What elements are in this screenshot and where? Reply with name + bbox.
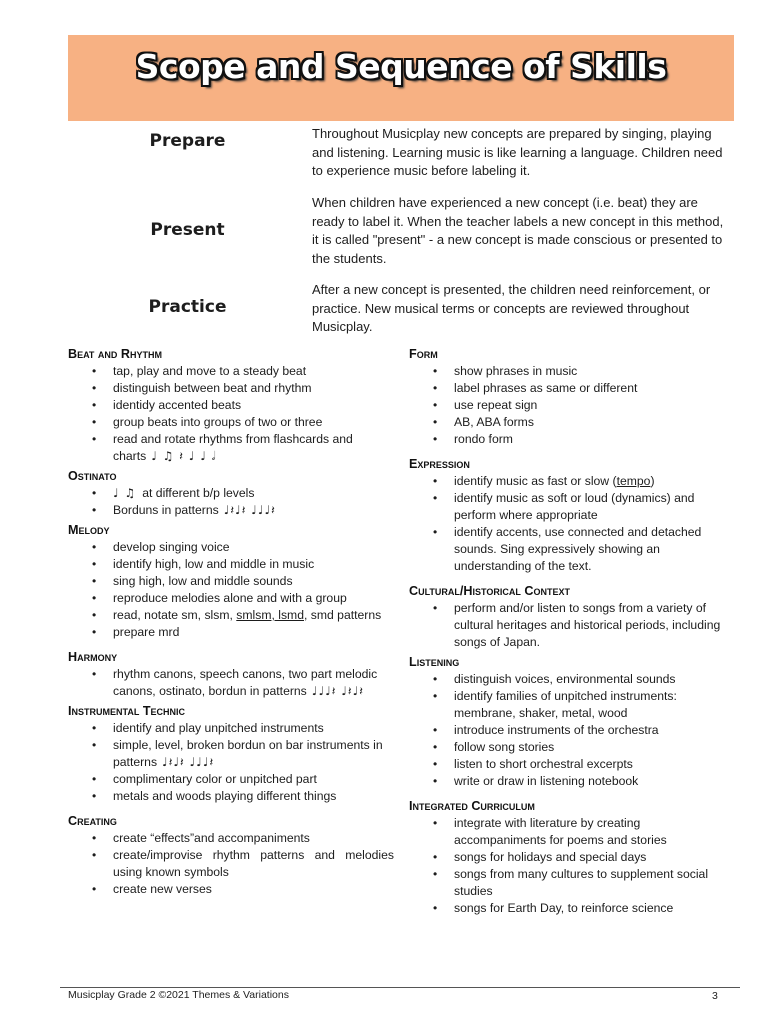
section-title: Form	[409, 347, 438, 361]
rhythm-notation-icon: ♩𝄽♩𝄽 ♩♩♩𝄽	[223, 503, 276, 517]
right-column	[409, 346, 734, 920]
list-item: • create “effects”and accompaniments	[113, 830, 394, 847]
section-title: Melody	[68, 523, 110, 537]
section-title: Integrated Curriculum	[409, 799, 535, 813]
underlined-text: smlsm, lsmd	[236, 608, 304, 622]
item-text: , smd patterns	[304, 608, 382, 622]
section-cultural-context	[409, 583, 734, 651]
section-title: Expression	[409, 457, 470, 471]
list-item: • AB, ABA forms	[454, 414, 734, 431]
list-item: • reproduce melodies alone and with a group	[113, 590, 394, 607]
item-text: simple, level, broken bordun on bar instruments in patterns	[113, 738, 383, 769]
page-title: Scope and Sequence of Skills	[135, 47, 667, 86]
list-item: • identify music as soft or loud (dynamics) and perform where appropriate	[454, 490, 734, 524]
list-item: • identify high, low and middle in music	[113, 556, 394, 573]
list-item	[113, 431, 394, 465]
list-item	[113, 666, 394, 700]
section-title: Ostinato	[68, 469, 117, 483]
section-beat-rhythm	[68, 346, 394, 465]
section-expression	[409, 456, 734, 575]
list-item: • songs for holidays and special days	[454, 849, 734, 866]
section-title: Harmony	[68, 650, 118, 664]
list-item: • identidy accented beats	[113, 397, 394, 414]
list-item: • write or draw in listening notebook	[454, 773, 734, 790]
section-creating	[68, 813, 394, 898]
list-item: • follow song stories	[454, 739, 734, 756]
rhythm-notation-icon: ♩♩♩𝄽 ♩𝄽♩𝄽	[311, 684, 364, 698]
bullet-list	[68, 720, 394, 805]
section-title: Listening	[409, 655, 460, 669]
rhythm-notation-icon: ♩𝄽♩𝄽 ♩♩♩𝄽	[162, 755, 215, 769]
rhythm-notation-icon: ♩ ♫ 𝄽 ♩ ♩ 𝅗𝅥	[151, 449, 217, 463]
list-item: • songs from many cultures to supplement social studies	[454, 866, 734, 900]
item-text: at different b/p levels	[142, 486, 255, 500]
list-item	[113, 485, 394, 502]
term-practice: Practice	[148, 297, 227, 317]
bullet-list	[409, 473, 734, 575]
section-title: Instrumental Technic	[68, 704, 186, 718]
bullet-list	[68, 363, 394, 465]
footer-divider	[60, 987, 740, 988]
footer-copyright: Musicplay Grade 2 ©2021 Themes & Variations	[68, 989, 289, 1001]
list-item: • introduce instruments of the orchestra	[454, 722, 734, 739]
section-title: Cultural/Historical Context	[409, 584, 570, 598]
list-item: • distinguish voices, environmental sounds	[454, 671, 734, 688]
bullet-list	[409, 671, 734, 790]
list-item: • create/improvise rhythm patterns and melodies using known symbols	[113, 847, 394, 881]
left-column	[68, 346, 394, 901]
item-text: Borduns in patterns	[113, 503, 219, 517]
list-item: • identify and play unpitched instruments	[113, 720, 394, 737]
section-listening	[409, 654, 734, 790]
term-present: Present	[150, 220, 225, 240]
description-prepare: Throughout Musicplay new concepts are prepared by singing, playing and listening. Learning music is like learning a language. Children need to experience music before labeling it.	[312, 126, 723, 178]
bullet-list	[68, 485, 394, 519]
section-integrated-curriculum	[409, 798, 734, 917]
term-prepare: Prepare	[149, 131, 226, 151]
list-item: • develop singing voice	[113, 539, 394, 556]
item-text: read, notate sm, slsm,	[113, 608, 233, 622]
section-harmony	[68, 649, 394, 700]
list-item: • identify accents, use connected and detached sounds. Sing expressively showing an understanding of the text.	[454, 524, 734, 575]
list-item: • identify families of unpitched instruments: membrane, shaker, metal, wood	[454, 688, 734, 722]
list-item: • metals and woods playing different things	[113, 788, 394, 805]
list-item: • complimentary color or unpitched part	[113, 771, 394, 788]
bullet-list	[68, 830, 394, 898]
list-item: • perform and/or listen to songs from a variety of cultural heritages and historical periods, including songs of Japan.	[454, 600, 734, 651]
bullet-list	[68, 666, 394, 700]
list-item	[113, 607, 394, 624]
list-item: • label phrases as same or different	[454, 380, 734, 397]
list-item: • prepare mrd	[113, 624, 394, 641]
list-item: • show phrases in music	[454, 363, 734, 380]
list-item: • use repeat sign	[454, 397, 734, 414]
item-text: identify music as fast or slow (	[454, 474, 617, 488]
section-title: Beat and Rhythm	[68, 347, 163, 361]
list-item: • songs for Earth Day, to reinforce science	[454, 900, 734, 917]
list-item	[113, 737, 394, 771]
underlined-text: tempo	[616, 474, 651, 488]
section-instrumental-technic	[68, 703, 394, 805]
description-practice: After a new concept is presented, the children need reinforcement, or practice. New musical terms or concepts are reviewed throughout Musicplay.	[312, 282, 711, 334]
list-item: • integrate with literature by creating accompaniments for poems and stories	[454, 815, 734, 849]
rhythm-notation-icon: ♩ ♫	[113, 486, 137, 500]
item-text: rhythm canons, speech canons, two part melodic canons, ostinato, bordun in patterns	[113, 667, 378, 698]
item-text: )	[650, 474, 655, 488]
bullet-list	[409, 600, 734, 651]
bullet-list	[409, 815, 734, 917]
list-item: • rondo form	[454, 431, 734, 448]
list-item: • sing high, low and middle sounds	[113, 573, 394, 590]
description-present: When children have experienced a new concept (i.e. beat) they are ready to label it. When the teacher labels a new concept in this method, it is called "present" - a new concept is made conscious or presented to the students.	[312, 195, 724, 266]
section-melody	[68, 522, 394, 641]
item-text: read and rotate rhythms from flashcards and charts	[113, 432, 353, 463]
section-ostinato	[68, 468, 394, 519]
list-item: • create new verses	[113, 881, 394, 898]
bullet-list	[68, 539, 394, 641]
title-banner	[68, 35, 734, 121]
list-item: • group beats into groups of two or three	[113, 414, 394, 431]
page-number: 3	[712, 990, 718, 1002]
section-form	[409, 346, 734, 448]
bullet-list	[409, 363, 734, 448]
list-item: • distinguish between beat and rhythm	[113, 380, 394, 397]
list-item	[454, 473, 734, 490]
section-title: Creating	[68, 814, 117, 828]
list-item	[113, 502, 394, 519]
list-item: • listen to short orchestral excerpts	[454, 756, 734, 773]
list-item: • tap, play and move to a steady beat	[113, 363, 394, 380]
